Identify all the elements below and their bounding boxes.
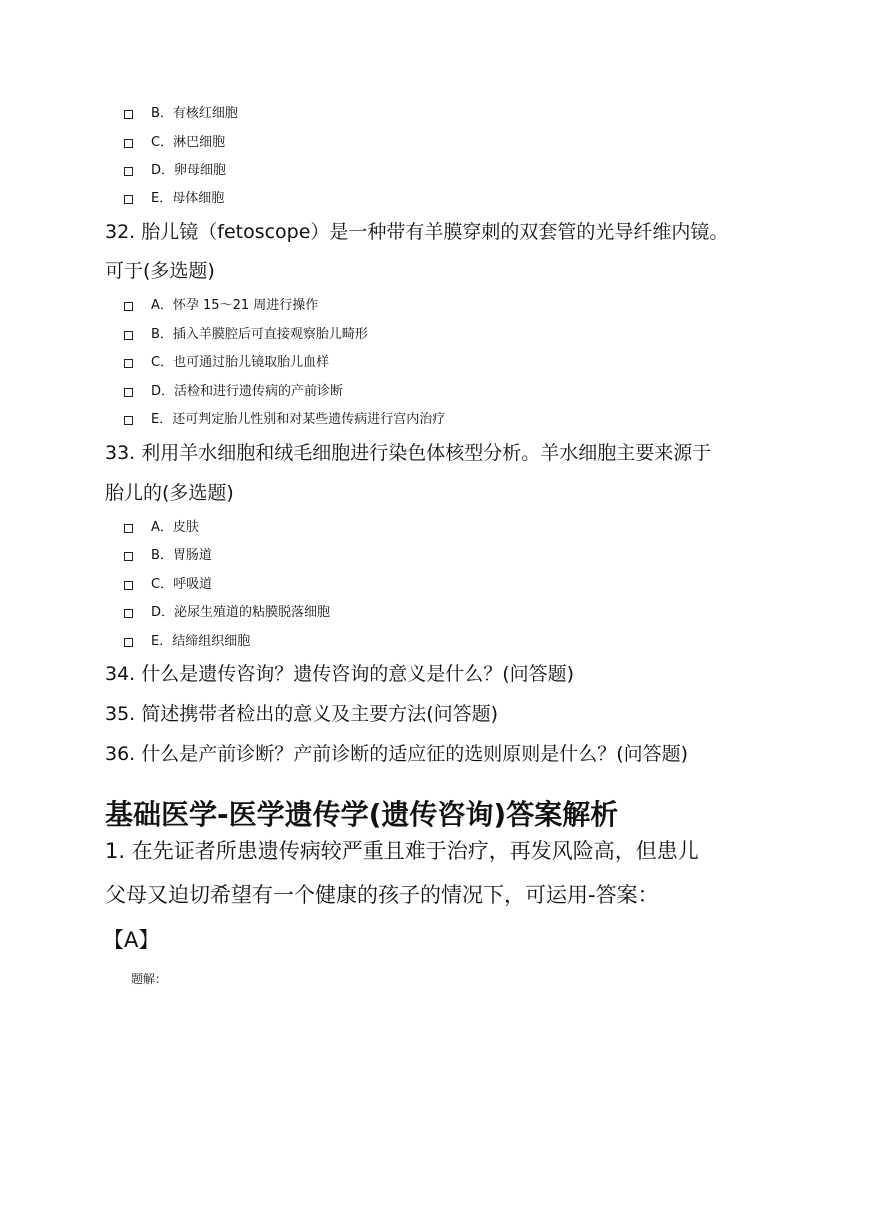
q32-option-a[interactable] xyxy=(124,297,318,315)
q33-option-e[interactable] xyxy=(124,633,250,651)
answer-1-choice: 【A】 xyxy=(103,928,160,952)
q33-option-d[interactable] xyxy=(124,604,330,622)
checkbox[interactable] xyxy=(124,638,133,647)
q33-option-b[interactable] xyxy=(124,547,212,565)
option-label: C．也可通过胎儿镜取胎儿血样 xyxy=(151,355,330,370)
checkbox[interactable] xyxy=(124,581,133,590)
answer-1-explanation-label: 题解： xyxy=(131,972,168,986)
checkbox[interactable] xyxy=(124,388,133,397)
q31-option-b[interactable] xyxy=(124,105,238,123)
checkbox[interactable] xyxy=(124,167,133,176)
q35-text: 35. 简述携带者检出的意义及主要方法(问答题) xyxy=(105,703,499,725)
answer-section-heading: 基础医学-医学遗传学(遗传咨询)答案解析 xyxy=(105,798,619,831)
q32-text-line2: 可于(多选题) xyxy=(105,260,215,282)
answer-1-line2: 父母又迫切希望有一个健康的孩子的情况下，可运用-答案： xyxy=(105,883,659,907)
q32-option-b[interactable] xyxy=(124,326,368,344)
checkbox[interactable] xyxy=(124,416,133,425)
option-label: D．泌尿生殖道的粘膜脱落细胞 xyxy=(151,605,331,620)
option-label: B．胃肠道 xyxy=(151,548,212,563)
checkbox[interactable] xyxy=(124,552,133,561)
option-label: D．活检和进行遗传病的产前诊断 xyxy=(151,384,344,399)
q31-option-c[interactable] xyxy=(124,134,225,152)
q32-option-d[interactable] xyxy=(124,383,343,401)
option-label: A．皮肤 xyxy=(151,520,199,535)
checkbox[interactable] xyxy=(124,331,133,340)
q33-option-a[interactable] xyxy=(124,519,199,537)
q32-option-c[interactable] xyxy=(124,354,329,372)
checkbox[interactable] xyxy=(124,195,133,204)
option-label: B．有核红细胞 xyxy=(151,106,238,121)
option-label: E．还可判定胎儿性别和对某些遗传病进行宫内治疗 xyxy=(151,412,446,427)
option-label: B．插入羊膜腔后可直接观察胎儿畸形 xyxy=(151,327,368,342)
q33-text-line1: 33. 利用羊水细胞和绒毛细胞进行染色体核型分析。羊水细胞主要来源于 xyxy=(105,442,712,464)
answer-1-line1: 1. 在先证者所患遗传病较严重且难于治疗，再发风险高，但患儿 xyxy=(105,839,699,863)
checkbox[interactable] xyxy=(124,609,133,618)
q33-option-c[interactable] xyxy=(124,576,212,594)
checkbox[interactable] xyxy=(124,359,133,368)
q31-option-d[interactable] xyxy=(124,162,226,180)
option-label: C．呼吸道 xyxy=(151,577,213,592)
option-label: A．怀孕 15～21 周进行操作 xyxy=(151,298,319,313)
q32-text-line1: 32. 胎儿镜（fetoscope）是一种带有羊膜穿刺的双套管的光导纤维内镜。 xyxy=(105,221,729,243)
option-label: E．结缔组织细胞 xyxy=(151,634,251,649)
checkbox[interactable] xyxy=(124,524,133,533)
option-label: D．卵母细胞 xyxy=(151,163,227,178)
q31-option-e[interactable] xyxy=(124,190,224,208)
checkbox[interactable] xyxy=(124,139,133,148)
option-label: E．母体细胞 xyxy=(151,191,225,206)
q33-text-line2: 胎儿的(多选题) xyxy=(105,482,234,504)
q36-text: 36. 什么是产前诊断？产前诊断的适应征的选则原则是什么？(问答题) xyxy=(105,743,689,765)
q34-text: 34. 什么是遗传咨询？遗传咨询的意义是什么？(问答题) xyxy=(105,663,575,685)
q32-option-e[interactable] xyxy=(124,411,445,429)
checkbox[interactable] xyxy=(124,302,133,311)
option-label: C．淋巴细胞 xyxy=(151,135,226,150)
checkbox[interactable] xyxy=(124,110,133,119)
